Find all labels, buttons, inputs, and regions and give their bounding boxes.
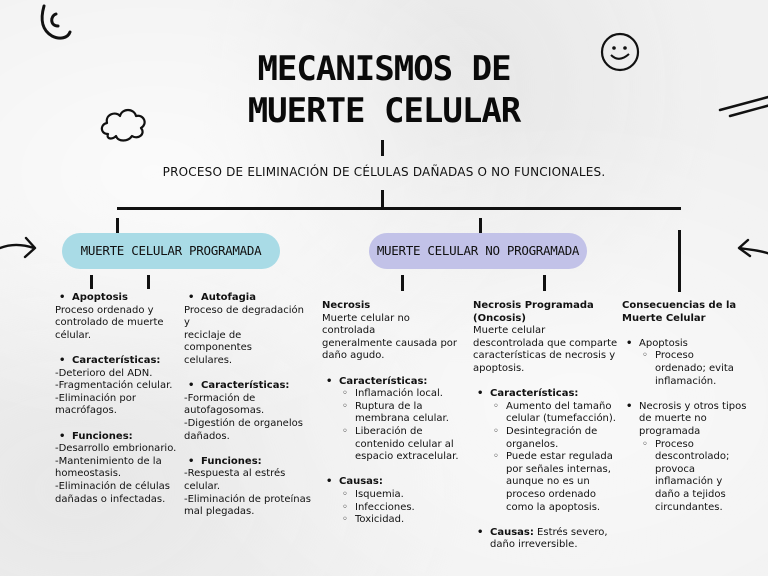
title-line-2: MUERTE CELULAR <box>247 91 521 131</box>
apoptosis-title: • Apoptosis <box>55 292 180 305</box>
list-item: ◦ Proceso descontrolado; provoca inflamación y daño a tejidos circundantes. <box>622 439 762 515</box>
apoptosis-desc: Proceso ordenado y controlado de muerte célular. <box>55 304 164 341</box>
oncosis-title-1: Necrosis Programada <box>473 300 594 311</box>
list-item: ◦ Desintegración de organelos. <box>473 426 618 451</box>
oncosis-column: Necrosis Programada (Oncosis) Muerte celular descontrolada que comparte características de necrosis y apoptosis. • Características: ◦ Aumento del tamaño celular (tumefacción). ◦ Desintegración de organelos. ◦ Puede estar regulada por señales internas, aunque no es un proceso ordenado como la apoptosis. • Causas: Estrés severo, daño irreversible. <box>473 300 618 552</box>
autofagia-fun-title: • Funciones: <box>184 456 312 469</box>
drop-necrosis <box>401 275 404 291</box>
autofagia-car-title: • Características: <box>184 380 312 393</box>
pill-muerte-no-programada: MUERTE CELULAR NO PROGRAMADA <box>369 233 587 269</box>
cloud-doodle-icon <box>98 102 150 144</box>
consecuencias-item-necrosis: • Necrosis y otros tipos de muerte no programada <box>622 401 762 439</box>
main-branch-line <box>117 207 681 210</box>
pill-muerte-programada: MUERTE CELULAR PROGRAMADA <box>62 233 280 269</box>
page-title <box>184 48 584 132</box>
consecuencias-column <box>622 300 762 514</box>
apoptosis-car-title: • Características: <box>55 355 180 368</box>
list-item: ◦ Toxicidad. <box>322 514 462 527</box>
apoptosis-fun-title: • Funciones: <box>55 431 180 444</box>
dash-lines-icon <box>716 90 768 120</box>
smiley-icon <box>598 30 642 74</box>
consecuencias-item-apoptosis: • Apoptosis <box>622 338 762 351</box>
list-item: ◦ Proceso ordenado; evita inflamación. <box>622 350 762 388</box>
necrosis-car-title: • Características: <box>322 376 462 389</box>
autofagia-title: • Autofagia <box>184 292 312 305</box>
branch-drop-right <box>678 230 681 292</box>
autofagia-column: • Autofagia Proceso de degradación y reciclaje de componentes celulares. • Características: -Formación de autofagosomas. -Digestión de organelos dañados. • Funciones: -Respuesta al estrés celular. -Eliminación de proteínas mal plegadas. <box>184 292 312 519</box>
oncosis-car-title: • Características: <box>473 388 618 401</box>
drop-apoptosis <box>90 275 93 289</box>
necrosis-causas-title: • Causas: <box>322 476 462 489</box>
subtitle-connector <box>381 190 384 208</box>
oncosis-causas: • Causas: Estrés severo, daño irreversible. <box>473 527 618 552</box>
consecuencias-title-2: Muerte Celular <box>622 312 706 324</box>
list-item: ◦ Ruptura de la membrana celular. <box>322 401 462 426</box>
subtitle: PROCESO DE ELIMINACIÓN DE CÉLULAS DAÑADAS O NO FUNCIONALES. <box>162 165 606 179</box>
drop-oncosis <box>543 275 546 291</box>
branch-drop-center <box>479 218 482 234</box>
apoptosis-column: • Apoptosis Proceso ordenado y controlado de muerte célular. • Características: -Deterioro del ADN. -Fragmentación celular. -Eliminación por macrófagos. • Funciones: -Desarrollo embrionario. -Mantenimiento de la homeostasis. -Eliminación de células dañadas o infectadas. <box>55 292 180 506</box>
list-item: ◦ Liberación de contenido celular al espacio extracelular. <box>322 426 462 464</box>
branch-drop-left <box>116 218 119 234</box>
title-line-1: MECANISMOS DE <box>257 49 511 89</box>
list-item: ◦ Infecciones. <box>322 502 462 515</box>
swirl-doodle-icon <box>36 2 76 44</box>
list-item: ◦ Inflamación local. <box>322 388 462 401</box>
necrosis-column: Necrosis Muerte celular no controlada generalmente causada por daño agudo. • Características: ◦ Inflamación local. ◦ Ruptura de la membrana celular. ◦ Liberación de contenido celular al espacio extracelular. • Causas: ◦ Isquemia. ◦ Infecciones. ◦ Toxicidad. <box>322 300 462 527</box>
consecuencias-title-1: Consecuencias de la <box>622 300 737 311</box>
arrow-right-icon <box>0 232 38 260</box>
necrosis-title: Necrosis <box>322 300 371 311</box>
list-item: ◦ Isquemia. <box>322 489 462 502</box>
list-item: ◦ Aumento del tamaño celular (tumefacción). <box>473 401 618 426</box>
title-connector <box>381 140 384 156</box>
list-item: ◦ Puede estar regulada por señales internas, aunque no es un proceso ordenado como la apoptosis. <box>473 451 618 514</box>
arrow-left-icon <box>736 238 768 268</box>
drop-autofagia <box>147 275 150 289</box>
oncosis-title-2: (Oncosis) <box>473 312 526 324</box>
